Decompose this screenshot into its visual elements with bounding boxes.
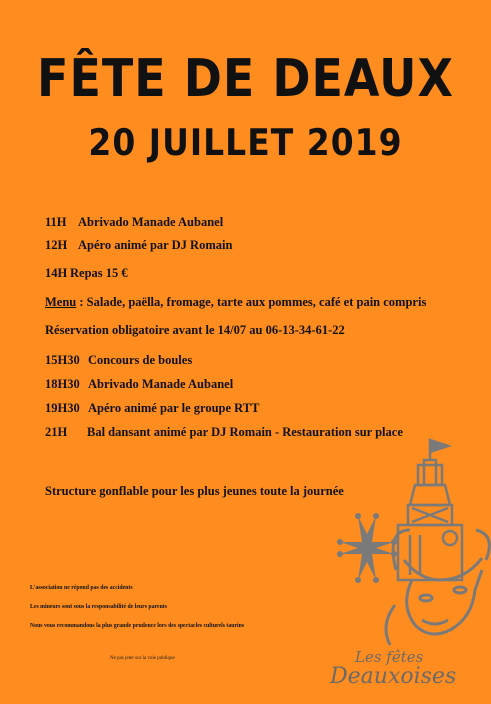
logo-text-line1: Les fêtes <box>355 648 424 666</box>
menu-text: : Salade, paëlla, fromage, tarte aux pommes, café et pain compris <box>76 295 427 309</box>
poster-title: FÊTE DE DEAUX <box>37 48 454 109</box>
program-item <box>45 352 192 368</box>
program-text: Abrivado Manade Aubanel <box>78 215 224 229</box>
program-text: Repas 15 € <box>70 266 128 280</box>
note-line: Nous vous recommandons la plus grande prudence lors des spectacles culturels taurins <box>30 623 245 629</box>
bull-head-icon <box>386 530 489 645</box>
note-line: Les mineurs sont sous la responsabilité de leurs parents <box>30 604 167 610</box>
program-item <box>45 400 259 416</box>
menu-label: Menu <box>45 295 77 309</box>
footer-note: Ne pas jeter sur la voie publique <box>110 656 175 661</box>
program-text: Bal dansant animé par DJ Romain - Restauration sur place <box>87 425 403 439</box>
event-date: 20 JUILLET 2019 <box>88 121 403 164</box>
bell-tower-icon <box>398 440 462 580</box>
program-time: 21H <box>45 425 68 439</box>
program-item <box>45 237 232 253</box>
program-time: 15H30 <box>45 353 80 367</box>
program-text: Apéro animé par DJ Romain <box>78 238 233 252</box>
program-time: 12H <box>45 238 68 252</box>
program-item <box>45 376 233 392</box>
note-line: L'association ne répond pas des accidents <box>30 585 133 591</box>
occitan-cross-icon <box>337 513 397 583</box>
menu-line <box>45 294 426 310</box>
structure-line: Structure gonflable pour les plus jeunes toute la journée <box>45 484 344 498</box>
logo-text-line2: Deauxoises <box>330 664 457 689</box>
program-text: Concours de boules <box>88 353 193 367</box>
program-time: 18H30 <box>45 377 80 391</box>
program-text: Apéro animé par le groupe RTT <box>88 401 260 415</box>
reservation-line: Réservation obligatoire avant le 14/07 au 06-13-34-61-22 <box>45 323 345 337</box>
program-time: 14H <box>45 266 68 280</box>
program-time: 11H <box>45 215 67 229</box>
program-item <box>45 214 223 230</box>
program-text: Abrivado Manade Aubanel <box>88 377 234 391</box>
program-item <box>45 265 128 281</box>
program-time: 19H30 <box>45 401 80 415</box>
